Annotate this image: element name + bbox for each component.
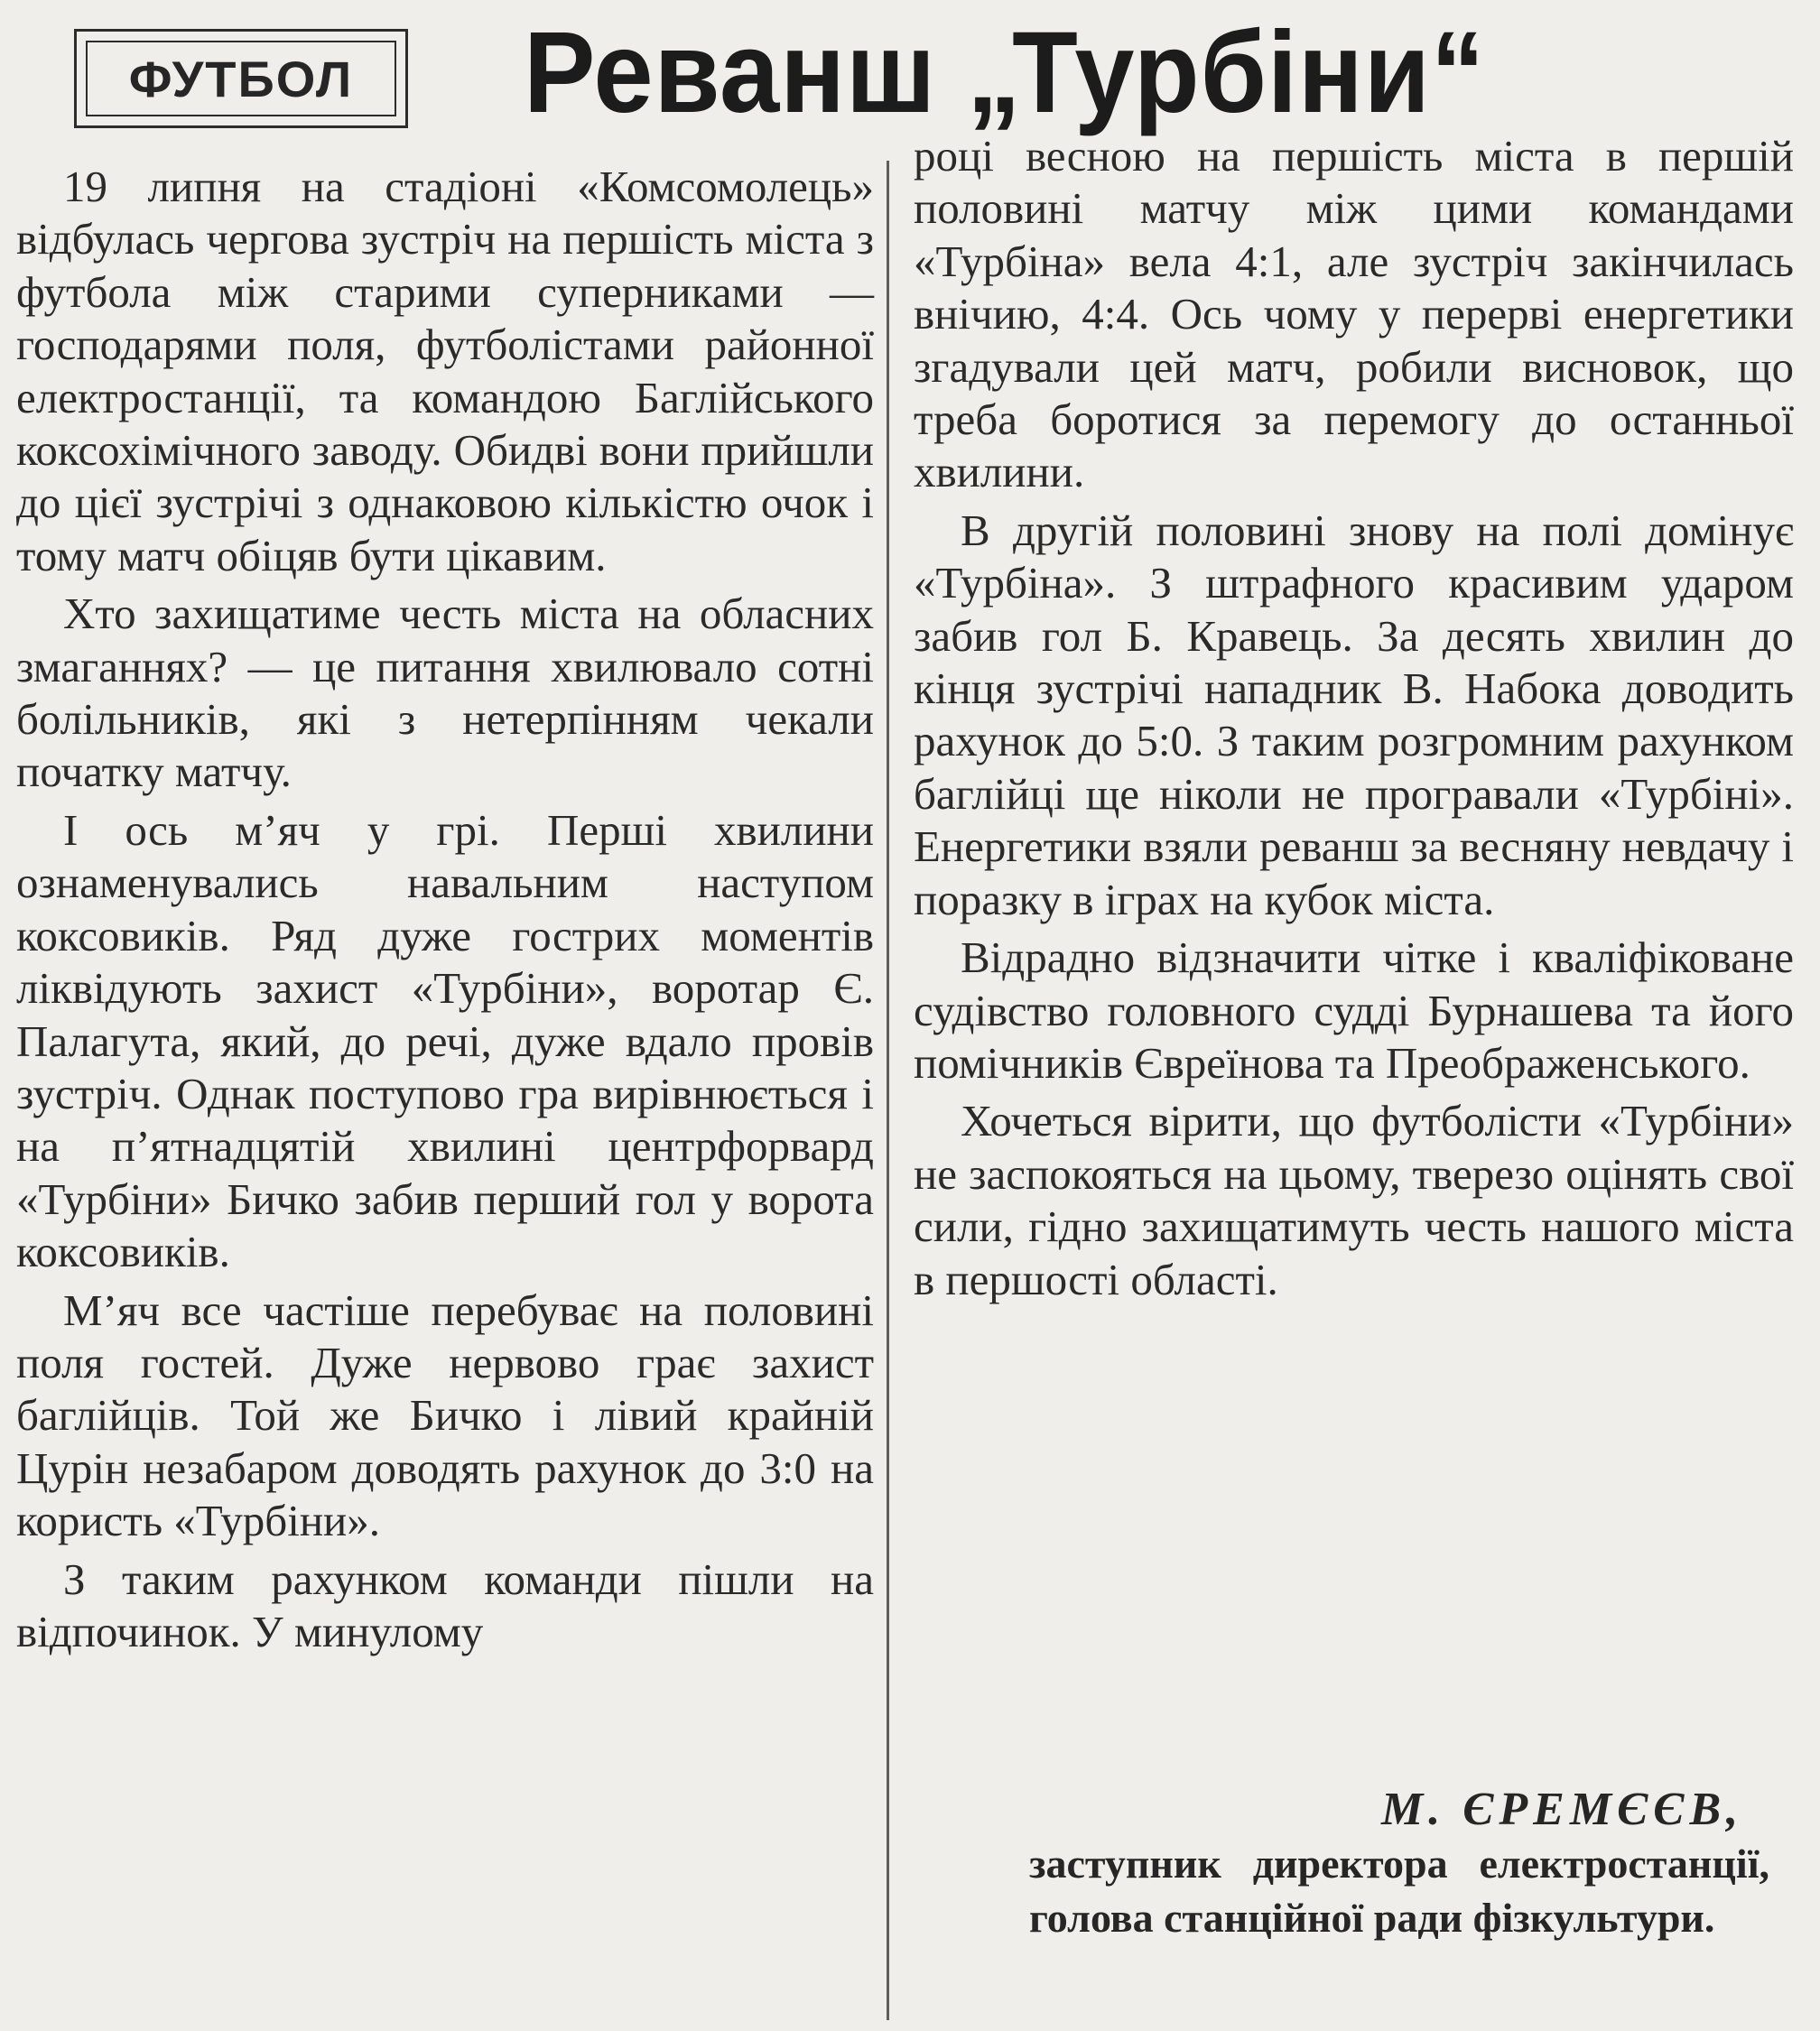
author-title: заступник директора електростанції, голова станційної ради фізкультури. (1029, 1841, 1769, 1941)
left-column (16, 161, 874, 1658)
paragraph: З таким рахунком команди пішли на відпочинок. У минулому (16, 1553, 874, 1656)
paragraph: Хто захищатиме честь міста на обласних змаганнях? — це питання хвилювало сотні болільників, які з нетерпінням чекали початку матчу. (16, 589, 874, 797)
rubric-label: ФУТБОЛ (86, 41, 396, 116)
paragraph: Хочеться вірити, що футболісти «Турбіни» не заспокояться на цьому, тверезо оцінять свої сили, гідно захищатимуть честь нашого міста в першості області. (914, 1096, 1794, 1304)
article-headline: Реванш „Турбіни“ (524, 8, 1486, 137)
right-column (914, 130, 1794, 1306)
paragraph: Відрадно відзначити чітке і кваліфіковане судівство головного судді Бурнашева та його помічників Євреїнова та Преображенського. (914, 932, 1794, 1088)
paragraph: В другій половині знову на полі домінує «Турбіна». З штрафного красивим ударом забив гол Б. Кравець. За десять хвилин до кінця зустрічі нападник В. Набока доводить рахунок до 5:0. З таким розгромним рахунком баглійці ще ніколи не програвали «Турбіні». Енергетики взяли реванш за весняну невдачу і поразку в іграх на кубок міста. (914, 505, 1794, 924)
paragraph: М’яч все частіше перебуває на половині поля гостей. Дуже нервово грає захист баглійців. Той же Бичко і лівий крайній Цурін незабаром доводять рахунок до 3:0 на користь «Турбіни». (16, 1284, 874, 1546)
paragraph: І ось м’яч у грі. Перші хвилини ознаменувались навальним наступом коксовиків. Ряд дуже гострих моментів ліквідують захист «Турбіни», воротар Є. Палагута, який, до речі, дуже вдало провів зустріч. Однак поступово гра вирівнюється і на п’ятнадцятій хвилині центрфорвард «Турбіни» Бичко забив перший гол у ворота коксовиків. (16, 804, 874, 1277)
paragraph: році весною на першість міста в першій половині матчу між цими командами «Турбіна» вела 4:1, але зустріч закінчилась внічию, 4:4. Ось чому у перерві енергетики згадували цей матч, робили висновок, що треба боротися за перемогу до останньої хвилини. (914, 131, 1794, 497)
rubric-box (74, 29, 408, 128)
author-name: М. ЄРЕМЄЄВ, (1381, 1784, 1744, 1835)
paragraph: 19 липня на стадіоні «Комсомолець» відбулась чергова зустріч на першість міста з футбола між старими суперниками — господарями поля, футболістами районної електростанції, та командою Баглійського коксохімічного заводу. Обидві вони прийшли до цієї зустрічі з однаковою кількістю очок і тому матч обіцяв бути цікавим. (16, 162, 874, 580)
column-divider (887, 161, 889, 2020)
